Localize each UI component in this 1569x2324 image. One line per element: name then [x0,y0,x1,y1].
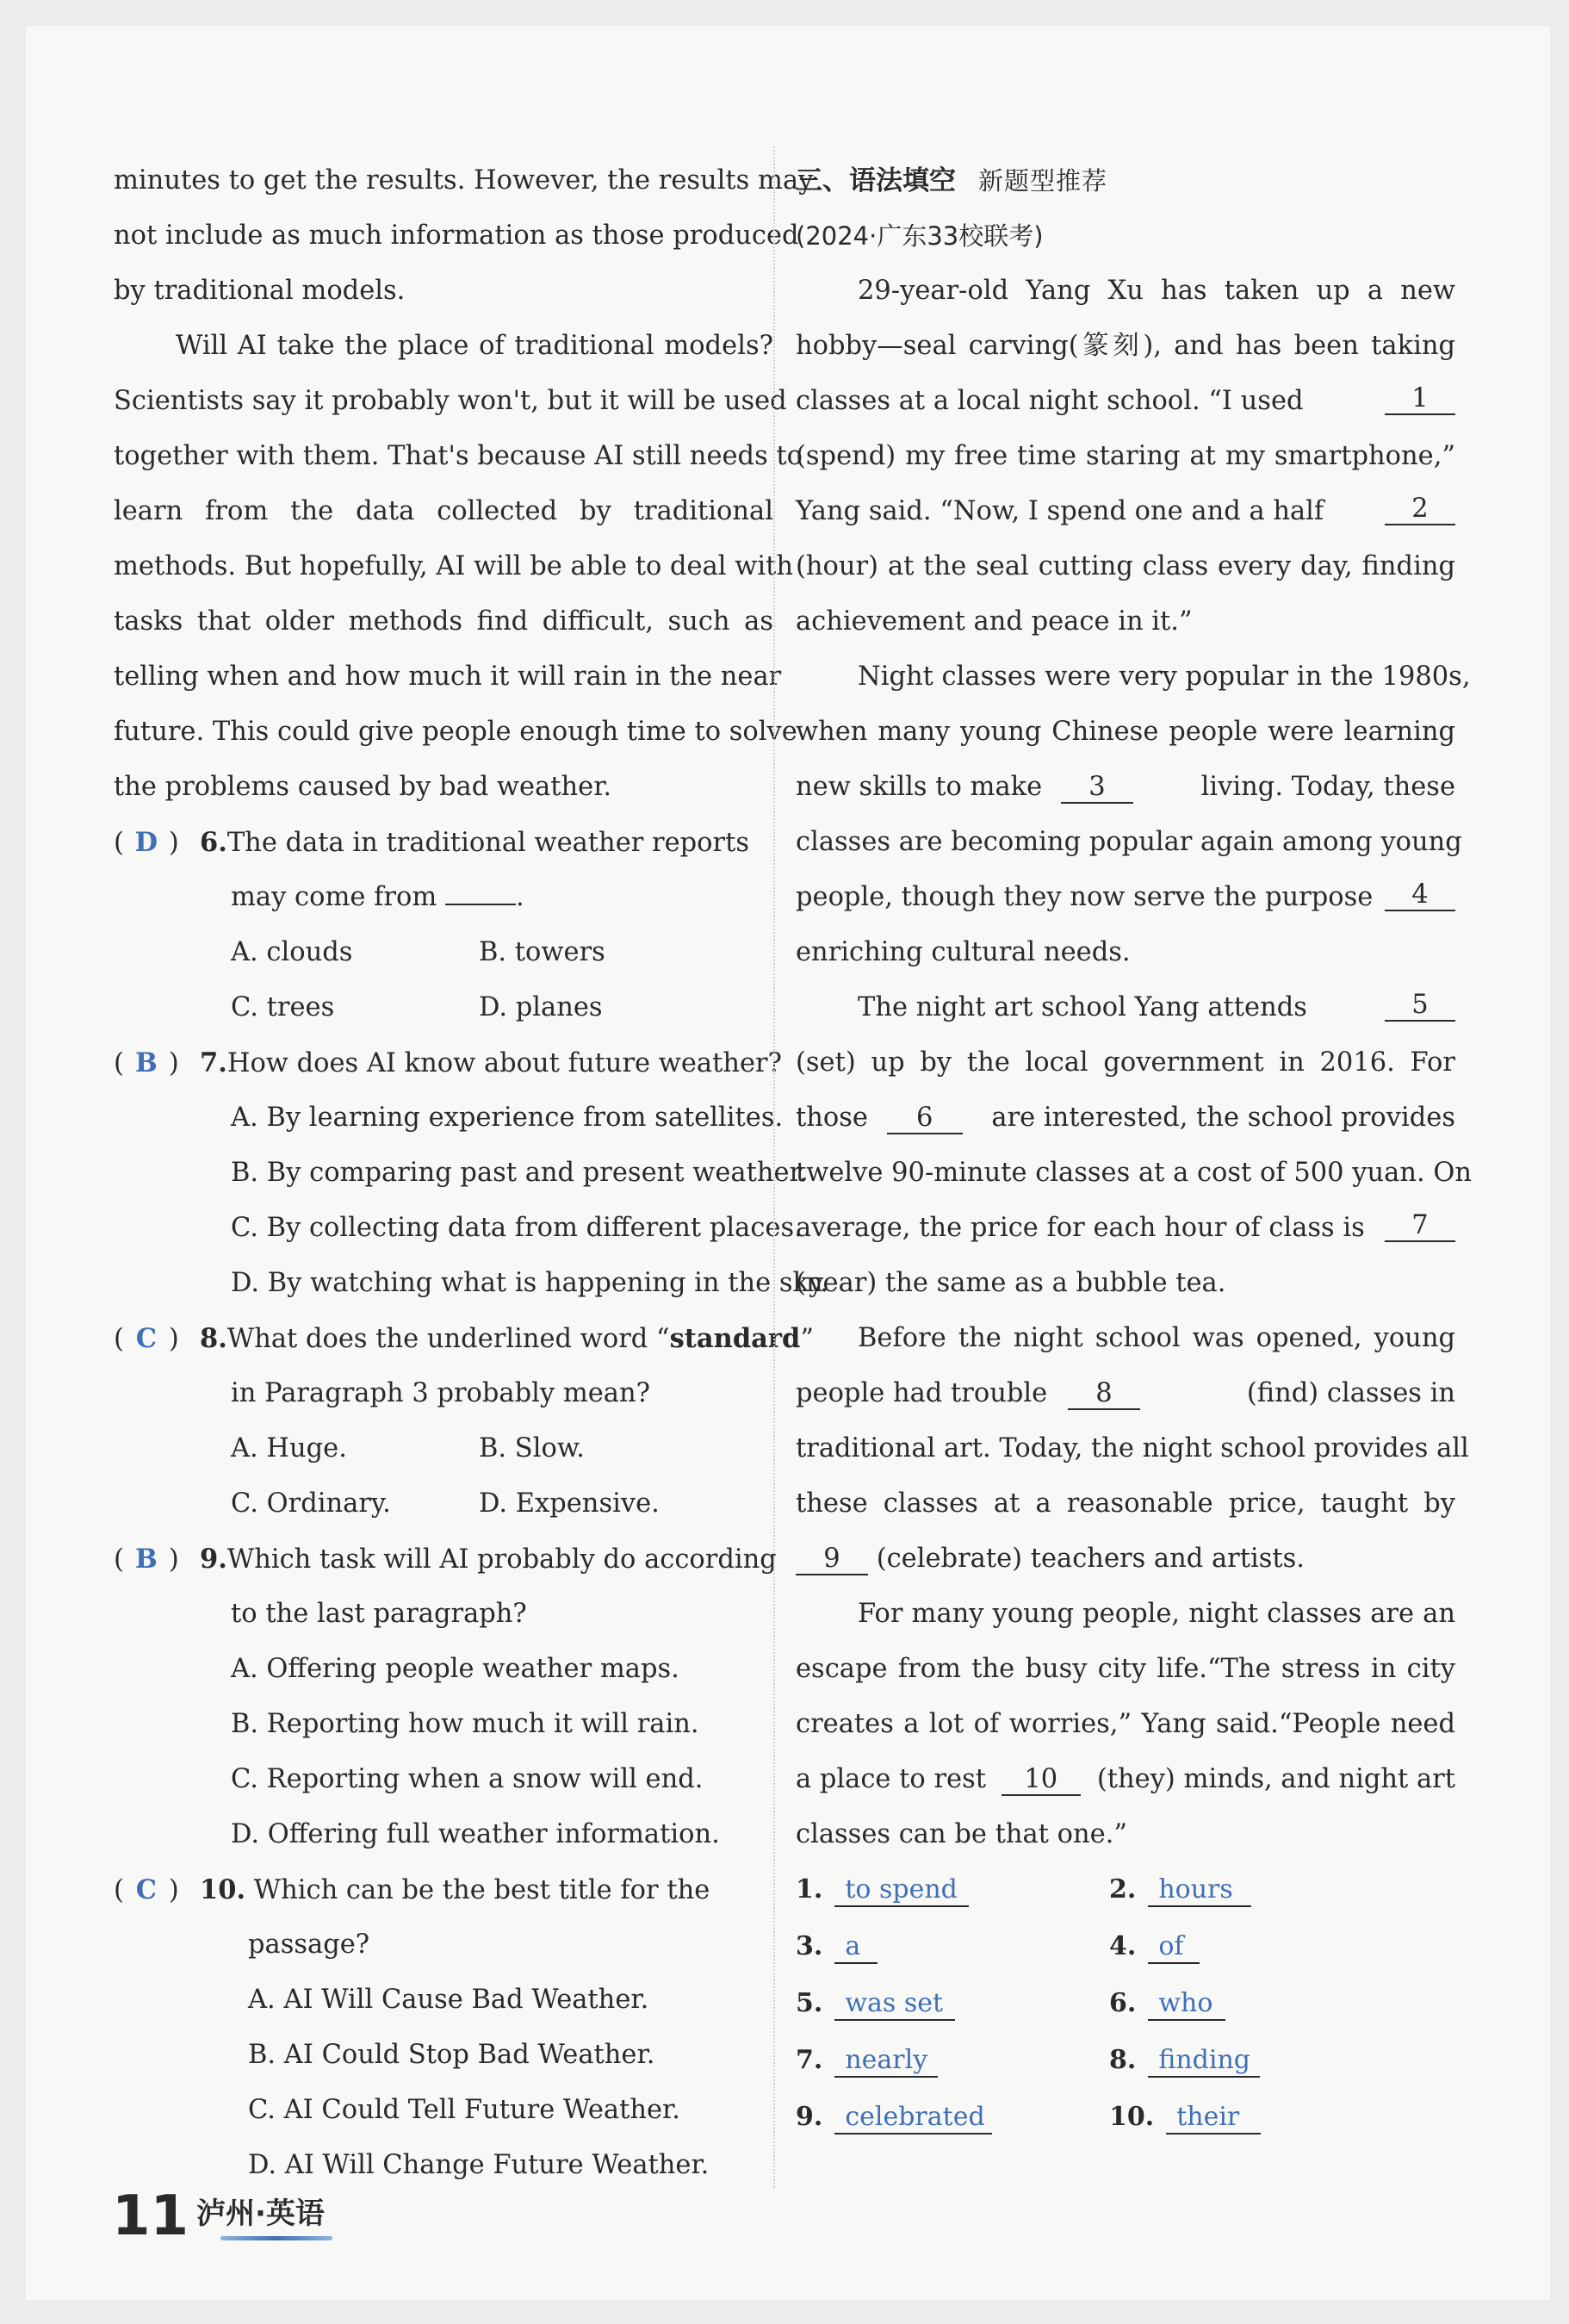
question-number: 7. [200,1047,227,1078]
answer-number: 4. [1109,1931,1137,1961]
question-stem: The data in traditional weather reports [226,828,750,858]
answer-number: 9. [796,2102,823,2132]
question-stem: passage? [248,1929,370,1960]
passage-text: are interested, the school provides [991,1103,1455,1133]
stem-blank [445,904,516,905]
answer-item [796,2098,992,2136]
passage-line: 29-year-old Yang Xu has taken up a new [858,276,1455,306]
answer-item [796,2041,938,2079]
answer-paren: ( B ) [114,1544,179,1575]
passage-line [796,1376,1455,1411]
option: C. Reporting when a snow will end. [231,1764,704,1794]
column-divider [773,146,775,2188]
passage-line: traditional art. Today, the night school provides all [796,1433,1469,1463]
answer-choice: D [134,827,158,858]
passage-line: tasks that older methods find difficult, such as [114,606,773,637]
passage-line [796,1762,1455,1797]
passage-line: Night classes were very popular in the 1980s, [858,662,1471,692]
passage-line: creates a lot of worries,” Yang said.“People need [796,1709,1455,1739]
option: B. Reporting how much it will rain. [231,1709,699,1739]
answer-value: to spend [834,1874,969,1907]
option: D. AI Will Change Future Weather. [248,2150,710,2180]
answer-row [796,1871,1455,1909]
answer-choice: C [135,1874,158,1905]
answer-value: was set [834,1988,955,2021]
passage-line: enriching cultural needs. [796,937,1131,967]
question-number: 10. [200,1874,246,1905]
passage-text: average, the price for each hour of class is [796,1213,1365,1243]
passage-line [796,880,1455,915]
answer-value: celebrated [834,2102,991,2134]
source-label: (2024·广东33校联考) [796,221,1044,251]
footer-accent-bar [220,2236,332,2240]
question-stem: What does the underlined word [226,1324,648,1354]
passage-text: those [796,1103,868,1133]
passage-line: learn from the data collected by traditional [114,496,773,526]
answer-value: nearly [834,2045,938,2078]
answer-number: 2. [1109,1874,1137,1905]
option: D. Offering full weather information. [231,1819,720,1849]
question-stem: in Paragraph 3 probably mean? [231,1378,650,1408]
passage-line: the problems caused by bad weather. [114,772,612,802]
blank-10: 10 [1002,1765,1081,1796]
blank-7: 7 [1385,1211,1455,1242]
option: B. towers [479,937,605,967]
passage-text: The night art school Yang attends [858,992,1307,1022]
blank-5: 5 [1385,991,1455,1022]
passage-line: methods. But hopefully, AI will be able to deal with [114,551,793,581]
answer-item [796,1871,969,1909]
question-stem: How does AI know about future weather? [226,1048,782,1078]
answer-choice: B [135,1544,158,1575]
answer-row [796,1928,1455,1966]
question-9 [114,1542,777,1576]
blank-1: 1 [1385,384,1455,415]
answer-item [796,1985,955,2023]
answer-choice: C [135,1323,158,1354]
page-number: 11 [112,2184,189,2248]
question-8: ( C ) 8.What does the underlined word “standard” [114,1321,773,1356]
answer-item [1109,1871,1251,1909]
passage-line: achievement and peace in it.” [796,606,1193,637]
question-number: 8. [200,1323,227,1354]
passage-line: Before the night school was opened, young [858,1323,1455,1353]
passage-line [796,384,1455,419]
answer-item [1109,1928,1200,1966]
answer-value: a [834,1931,878,1964]
blank-3: 3 [1061,773,1133,804]
question-stem: Which can be the best title for the [253,1875,710,1905]
passage-text: a place to rest [796,1764,987,1794]
answer-item [1109,2041,1260,2079]
answer-row [796,2098,1455,2136]
question-stem: may come from [231,882,437,912]
passage-text: (celebrate) teachers and artists. [876,1544,1305,1574]
option: D. By watching what is happening in the sky. [231,1268,828,1298]
passage-line: by traditional models. [114,276,406,306]
option: A. Huge. [231,1433,347,1463]
book-label: 泸州·英语 [196,2197,325,2231]
option: C. Ordinary. [231,1488,391,1519]
answer-number: 7. [796,2045,823,2075]
answer-number: 3. [796,1931,823,1961]
question-stem-cont: may come from . [231,882,524,912]
answer-paren: ( B ) [114,1047,179,1078]
option: C. trees [231,992,335,1022]
answer-number: 1. [796,1874,823,1905]
option: A. AI Will Cause Bad Weather. [248,1985,649,2015]
passage-line: twelve 90-minute classes at a cost of 500 yuan. On [796,1158,1473,1188]
passage-line: when many young Chinese people were learning [796,717,1455,747]
answer-number: 8. [1109,2045,1137,2075]
question-stem: Which task will AI probably do according [226,1544,777,1575]
option: B. By comparing past and present weather. [231,1158,808,1188]
passage-line: Scientists say it probably won't, but it will be used [114,386,787,416]
answer-number: 5. [796,1988,823,2018]
question-10 [114,1873,773,1907]
passage-line: Will AI take the place of traditional models? [176,331,773,361]
passage-line: not include as much information as those produced [114,221,799,251]
option: D. Expensive. [479,1488,660,1519]
passage-line: telling when and how much it will rain in the near [114,662,782,692]
answer-paren: ( D ) [114,827,179,858]
option: C. By collecting data from different places. [231,1213,803,1243]
question-number: 9. [200,1544,227,1575]
section-title: 三、语法填空 [796,165,956,196]
option: A. By learning experience from satellites. [231,1103,784,1133]
passage-line [796,770,1455,805]
answer-row [796,1985,1455,2023]
workbook-page [26,26,1550,2300]
passage-line: (spend) my free time staring at my smartphone,” [796,441,1455,471]
passage-line: together with them. That's because AI still needs to [114,441,803,471]
option: C. AI Could Tell Future Weather. [248,2095,680,2125]
passage-line: escape from the busy city life.“The stress in city [796,1654,1455,1684]
answer-value: their [1166,2102,1261,2134]
answer-item [1109,1985,1225,2023]
passage-line [796,1211,1455,1246]
passage-line: (set) up by the local government in 2016. For [796,1047,1455,1078]
passage-line: (near) the same as a bubble tea. [796,1268,1226,1298]
passage-line: classes are becoming popular again among young [796,827,1462,857]
answer-value: of [1148,1931,1200,1964]
option: A. Offering people weather maps. [231,1654,679,1684]
passage-text: people, though they now serve the purpose [796,882,1374,912]
passage-text: living. Today, these [1200,772,1455,802]
passage-line: For many young people, night classes are an [858,1599,1455,1629]
answer-value: finding [1148,2045,1260,2078]
passage-line [796,494,1455,529]
answer-item [1109,2098,1261,2136]
passage-line: hobby—seal carving(篆刻), and has been taking [796,331,1455,361]
passage-text: people had trouble [796,1378,1048,1408]
answer-paren: ( C ) [114,1323,179,1354]
passage-text: (find) classes in [1246,1378,1455,1408]
question-stem: to the last paragraph? [231,1599,527,1629]
answer-paren: ( C ) [114,1874,179,1905]
passage-line [796,1101,1455,1135]
passage-line: future. This could give people enough time to solve [114,717,797,747]
option: B. AI Could Stop Bad Weather. [248,2040,655,2070]
question-7 [114,1046,782,1080]
answer-item [796,1928,878,1966]
blank-2: 2 [1385,494,1455,525]
passage-text: Yang said. “Now, I spend one and a half [796,496,1324,526]
answer-number: 10. [1109,2102,1155,2132]
blank-8: 8 [1068,1379,1140,1410]
passage-line [858,991,1455,1025]
answer-value: hours [1148,1874,1251,1907]
blank-9: 9 [796,1544,868,1575]
blank-6: 6 [887,1103,963,1134]
passage-line: (hour) at the seal cutting class every day, finding [796,551,1455,581]
answer-choice: B [135,1047,158,1078]
answer-number: 6. [1109,1988,1137,2018]
section-header [796,164,1455,198]
passage-line: classes can be that one.” [796,1819,1127,1849]
passage-line [796,1542,1455,1576]
option: D. planes [479,992,603,1022]
section-tag: 新题型推荐 [978,166,1108,196]
question-6 [114,825,773,860]
underlined-word: standard [669,1323,801,1354]
passage-text: (they) minds, and night art [1096,1764,1455,1794]
blank-4: 4 [1385,880,1455,911]
option: A. clouds [231,937,353,967]
question-number: 6. [200,827,227,858]
answer-row [796,2041,1455,2079]
passage-line: these classes at a reasonable price, taught by [796,1488,1455,1519]
option: B. Slow. [479,1433,585,1463]
passage-text: new skills to make [796,772,1043,802]
passage-text: classes at a local night school. “I used [796,386,1304,416]
answer-value: who [1148,1988,1225,2021]
passage-line: minutes to get the results. However, the results may [114,165,814,196]
